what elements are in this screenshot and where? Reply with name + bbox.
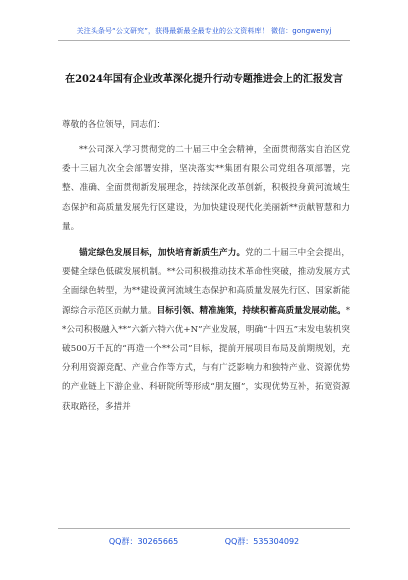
document-title: 在2024年国有企业改革深化提升行动专题推进会上的汇报发言 [65,74,343,85]
paragraph-2-text-2: **公司积极融入**“六新六特六优+N”产业发展，明确“十四五”末发电装机突破500万千瓦的“再造一个**公司”目标，提前开展项目布局及前期规划，充分利用资源竞配、产业合作等方式，与有广泛影响力和独特产业、资源优势的产业链上下游企业、科研院所等形成“朋友圈”，实现优势互补，拓宽资源获取路径，多措并 [62,305,350,412]
header-divider [58,40,350,41]
paragraph-2-heading: 锚定绿色发展目标，加快培育新质生产力。 [79,248,246,258]
paragraph-2-subheading: 目标引领、精准施策，持续积蓄高质量发展动能。 [156,305,346,316]
footer-qq-group-2: QQ群：535304092 [224,537,300,546]
paragraph-1-text: **公司深入学习贯彻党的二十届三中全会精神，全面贯彻落实自治区党委十三届九次全会部署安排，坚决落实**集团有限公司党组各项部署，完整、准确、全面贯彻新发展理念，持续深化改革创新，积极投身黄河流域生态保护和高质量发展先行区建设，为加快建设现代化美丽新**贡献智慧和力量。 [62,145,350,232]
salutation: 尊敬的各位领导，同志们： [62,120,166,130]
footer [0,536,408,547]
paragraph-2 [62,244,350,417]
paragraph-2-text-1: 党的二十届三中全会提出，要健全绿色低碳发展机制。**公司积极推动技术革命性突破，推动发展方式全面绿色转型，为**建设黄河流域生态保护和高质量发展先行区、国家新能源综合示范区贡献力量。 [62,248,350,316]
footer-qq-group-1: QQ群：30265665 [108,537,179,546]
footer-divider [58,528,350,529]
header-banner: 关注头条号“公文研究”，获得最新最全最专业的公文资料库！ 微信：gongwenyj [76,27,332,35]
paragraph-1 [62,141,350,237]
